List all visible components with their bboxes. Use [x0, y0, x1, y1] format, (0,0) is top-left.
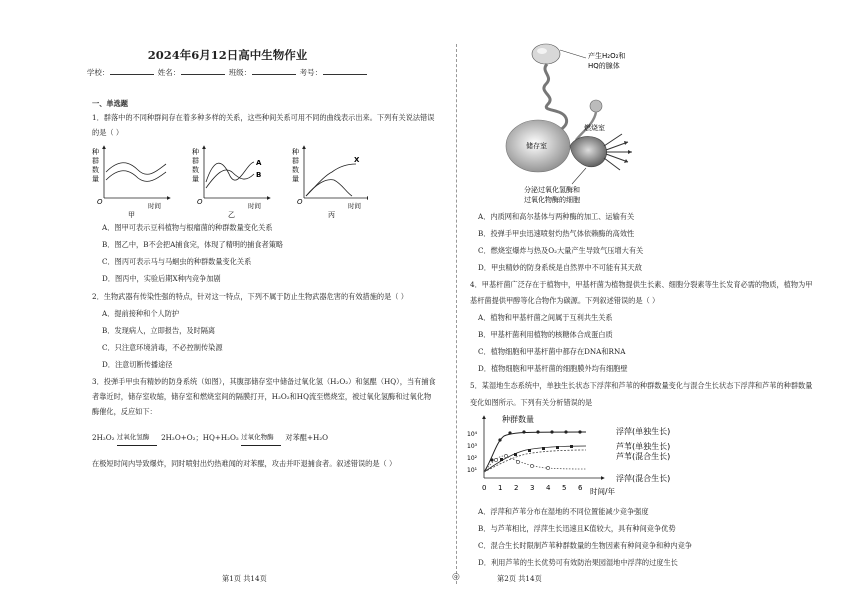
school-field[interactable]	[110, 66, 154, 75]
q5-option-c: C．混合生长时限制芦苇种群数量的生物因素有种间竞争和种内竞争	[478, 541, 692, 550]
q5-option-b: B．与芦苇相比，浮萍生长迅速且K值较大，具有种间竞争优势	[478, 524, 676, 533]
q3-option-b: B．投弹手甲虫迅速喷射灼热气体依赖酶的高效性	[478, 229, 635, 238]
page-divider	[456, 44, 457, 584]
q3-stem-1: 3．投弹手甲虫有精妙的防身系统（如图），其腹部储存室中储备过氧化氢（H₂O₂）和氢醌（HQ），当有捕食	[92, 377, 436, 386]
class-label: 班级：	[228, 68, 252, 77]
eq-mid: 2H₂O+O₂；HQ+H₂O₂	[161, 433, 239, 442]
legend-reed-mixed: 芦苇(混合生长)	[616, 452, 671, 461]
q5-option-a: A．浮萍和芦苇分布在湿地的不同位置能减少竞争强度	[478, 507, 649, 516]
graph-yi-label-b: B	[256, 171, 262, 179]
graph-jia-curve-1	[106, 163, 166, 175]
q2-option-d: D．注意切断传播途径	[102, 360, 173, 369]
footer-right: 第2页 共14页	[497, 574, 542, 583]
spray-arrows-icon	[604, 134, 632, 170]
q3-equation	[92, 433, 328, 443]
q2-stem: 2．生物武器有传染性强的特点，针对这一特点，下列不属于防止生物武器危害的有效措施的是（ ）	[92, 292, 408, 301]
curve-reed-alone	[484, 446, 586, 472]
combustion-label: 燃烧室	[584, 124, 605, 132]
q3-option-c: C．燃烧室爆炸与热及O₂大量产生导致气压增大有关	[478, 246, 644, 255]
graph-jia-ylabel-3: 数	[92, 166, 99, 174]
class-field[interactable]	[252, 66, 296, 75]
q1-option-c: C．图丙可表示马与马蛔虫的种群数量变化关系	[102, 257, 252, 266]
curve-reed-mixed	[484, 450, 586, 472]
graph-bing-label-x: X	[354, 156, 360, 164]
student-info-line	[0, 66, 455, 78]
eq-right: 对苯醌+H₂O	[285, 433, 329, 442]
gland-label-2: HQ的腺体	[588, 62, 620, 70]
eq-enzyme-2: 过氧化物酶	[241, 433, 274, 441]
graph-bing-curve-x	[306, 164, 356, 196]
q1-stem-1: 1．群落中的不同种群间存在着多种多样的关系，这些种间关系可用不同的曲线表示出来。下列有关说法错误	[92, 113, 435, 122]
graph-bing-ylabel-1: 种	[292, 148, 299, 156]
graph-yi-caption: 乙	[228, 211, 235, 219]
page-title: 2024年6月12日高中生物作业	[147, 48, 308, 62]
x-tick-4: 4	[546, 484, 551, 492]
graph-yi-ylabel-2: 群	[192, 157, 199, 165]
q1-graphs	[88, 142, 368, 220]
y-tick-1e1: 10¹	[467, 467, 478, 474]
x-tick-0: 0	[482, 484, 487, 492]
curve-duckweed-alone	[484, 432, 586, 472]
gland-icon	[532, 44, 560, 64]
graph-jia	[92, 146, 170, 219]
x-tick-5: 5	[562, 484, 567, 492]
q2-option-b: B．发现病人，立即报告，及时隔离	[102, 326, 216, 335]
name-field[interactable]	[181, 66, 225, 75]
graph-yi-ylabel-1: 种	[192, 148, 199, 156]
curve-duckweed-mixed	[484, 456, 586, 472]
chart-ylabel: 种群数量	[502, 415, 534, 424]
q4-stem-1: 4．甲基杆菌广泛存在于植物中，甲基杆菌为植物提供生长素、细胞分裂素等生长发育必需的物质，植物为甲	[470, 280, 813, 289]
school-label: 学校：	[86, 68, 110, 77]
legend-duckweed-alone: 浮萍(单独生长)	[616, 427, 671, 436]
beetle-defense-figure	[502, 38, 652, 210]
graph-bing	[292, 146, 368, 219]
graph-jia-ylabel-4: 量	[92, 175, 99, 183]
graph-jia-ylabel-2: 群	[92, 157, 99, 165]
graph-yi-origin: O	[197, 198, 203, 206]
x-tick-2: 2	[514, 484, 519, 492]
graph-jia-xlabel: 时间	[148, 202, 161, 210]
graph-bing-ylabel-3: 数	[292, 166, 299, 174]
y-tick-1e2: 10²	[467, 455, 478, 462]
legend-reed-alone: 芦苇(单独生长)	[616, 442, 671, 451]
cell-label-2: 过氧化物酶的细胞	[524, 196, 580, 204]
gland-label-1: 产生H₂O₂和	[588, 52, 626, 60]
q3-stem-3: 酶催化，反应如下：	[92, 407, 157, 416]
q1-option-b: B．图乙中，B不会把A捕食完，体现了精明的捕食者策略	[102, 240, 284, 249]
storage-label: 储存室	[526, 142, 547, 150]
graph-yi-xlabel: 时间	[248, 202, 261, 210]
name-label: 姓名：	[157, 68, 181, 77]
q5-option-d: D．利用芦苇的生长优势可有效防治果园湿地中浮萍的过度生长	[478, 558, 678, 567]
cell-label-1: 分泌过氧化氢酶和	[524, 186, 580, 194]
q4-option-b: B．甲基杆菌利用植物的核糖体合成蛋白质	[478, 330, 613, 339]
q1-option-a: A．图甲可表示豆科植物与根瘤菌的种群数量变化关系	[102, 223, 273, 232]
graph-jia-origin: O	[97, 198, 103, 206]
q2-option-c: C．只注意环境消毒，不必控制传染源	[102, 343, 223, 352]
y-tick-1e3: 10³	[467, 443, 478, 450]
legend-duckweed-mixed: 浮萍(混合生长)	[616, 474, 671, 483]
q3-option-a: A．内质网和高尔基体与两种酶的加工、运输有关	[478, 212, 635, 221]
q5-stem-1: 5．某湿地生态系统中，单独生长状态下浮萍和芦苇的种群数量变化与混合生长状态下浮萍和芦苇的种群数量	[470, 381, 813, 390]
q1-stem-2: 的是（ ）	[92, 128, 124, 137]
q3-stem-4: 在极短时间内导致爆炸，同时喷射出灼热难闻的对苯醌，攻击并吓退捕食者。叙述错误的是（ ）	[92, 459, 397, 468]
graph-yi-curve-b	[206, 170, 254, 188]
population-chart	[466, 412, 726, 504]
footer-left: 第1页 共14页	[222, 574, 267, 583]
q3-option-d: D．甲虫精妙的防身系统是自然界中不可能有其天敌	[478, 263, 642, 272]
q4-option-a: A．植物和甲基杆菌之间属于互利共生关系	[478, 313, 613, 322]
x-ticks	[482, 484, 583, 492]
q1-option-d: D．图丙中，实验后期X种内竞争加剧	[102, 274, 221, 283]
exam-no-label: 考号：	[299, 68, 323, 77]
y-tick-1e4: 10⁴	[467, 431, 478, 438]
x-tick-3: 3	[530, 484, 535, 492]
graph-yi	[192, 146, 270, 219]
eq-enzyme-1: 过氧化氢酶	[116, 433, 150, 441]
combustion-chamber-icon	[570, 136, 607, 166]
graph-bing-ylabel-4: 量	[292, 175, 299, 183]
graph-bing-ylabel-2: 群	[292, 157, 299, 165]
x-tick-1: 1	[498, 484, 503, 492]
q4-option-d: D．植物细胞和甲基杆菌的细胞膜外均有细胞壁	[478, 364, 628, 373]
q2-option-a: A．提前接种和个人防护	[102, 309, 180, 318]
graph-yi-label-a: A	[256, 159, 262, 167]
q4-stem-2: 基杆菌提供甲醇等化合物作为碳源。下列叙述错误的是（ ）	[470, 296, 660, 305]
graph-bing-xlabel: 时间	[348, 202, 361, 210]
graph-bing-caption: 丙	[328, 211, 335, 219]
q3-stem-2: 者靠近时，储存室收缩，储存室和燃烧室间的隔膜打开，H₂O₂和HQ流至燃烧室，被过氧化氢酶和过氧化物	[92, 392, 432, 401]
graph-yi-ylabel-4: 量	[192, 175, 199, 183]
exam-no-field[interactable]	[323, 66, 367, 75]
x-tick-6: 6	[578, 484, 583, 492]
section-heading: 一、单选题	[92, 99, 128, 108]
graph-jia-curve-2	[106, 171, 166, 182]
chart-xlabel: 时间/年	[590, 487, 616, 496]
graph-yi-ylabel-3: 数	[192, 166, 199, 174]
graph-jia-ylabel-1: 种	[92, 148, 99, 156]
right-page	[462, 0, 860, 608]
graph-bing-curve-other	[306, 180, 352, 196]
graph-jia-caption: 甲	[128, 211, 135, 219]
q5-stem-2: 变化如图所示。下列有关分析错误的是	[470, 398, 593, 407]
page-marker-icon: ◎	[452, 572, 460, 582]
graph-bing-origin: O	[297, 198, 303, 206]
q4-option-c: C．植物细胞和甲基杆菌中都存在DNA和RNA	[478, 347, 626, 356]
eq-left: 2H₂O₂	[92, 433, 115, 442]
